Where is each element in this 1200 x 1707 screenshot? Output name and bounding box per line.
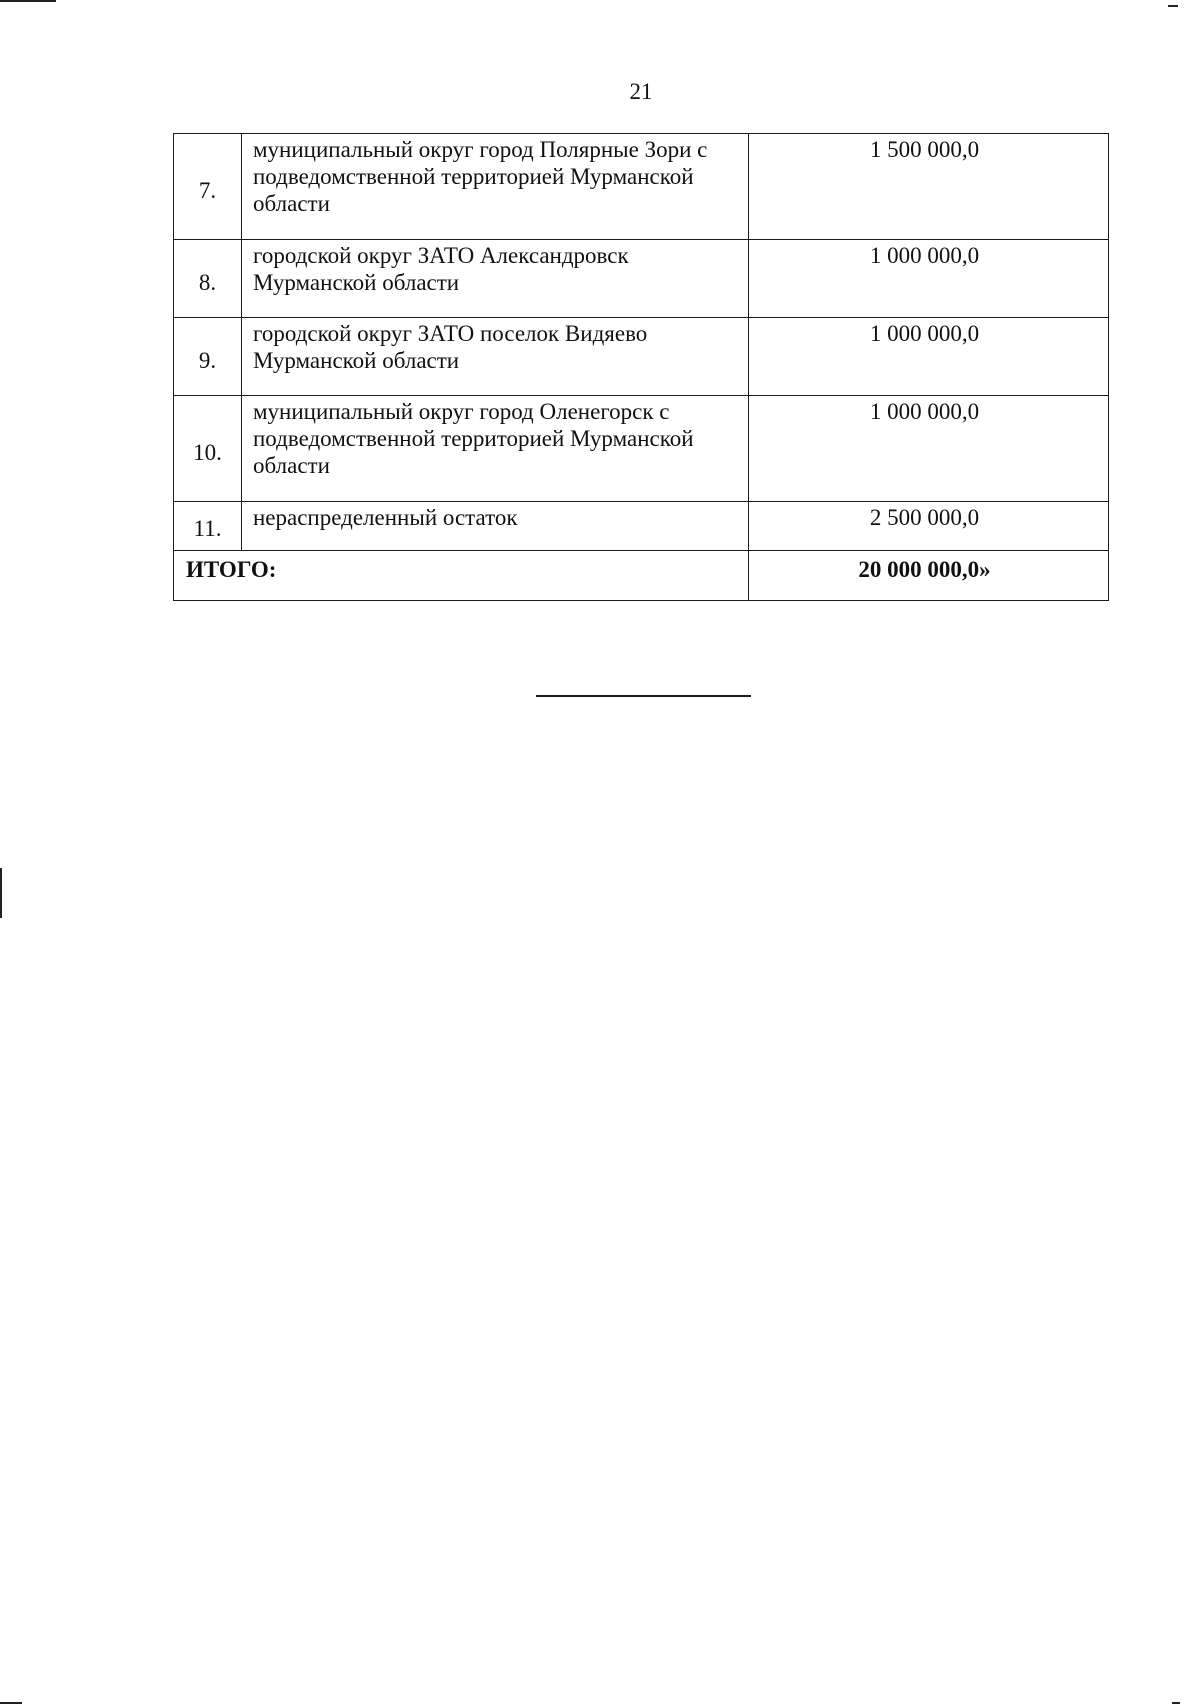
scan-artifact-bottom-left — [0, 1702, 22, 1704]
allocation-amount: 1 000 000,0 — [749, 240, 1109, 318]
table-row — [174, 396, 1109, 502]
municipality-name: городской округ ЗАТО Александровск Мурманской области — [242, 240, 749, 318]
scan-artifact-bottom-right — [1172, 1702, 1180, 1704]
page-number: 21 — [629, 79, 653, 104]
allocation-amount: 2 500 000,0 — [749, 502, 1109, 551]
row-number: 8. — [174, 240, 242, 318]
end-of-document-rule — [536, 695, 751, 697]
municipality-name: городской округ ЗАТО поселок Видяево Мурманской области — [242, 318, 749, 396]
table-row — [174, 134, 1109, 240]
total-amount: 20 000 000,0» — [749, 551, 1109, 601]
total-row — [174, 551, 1109, 601]
allocation-amount: 1 000 000,0 — [749, 318, 1109, 396]
table-row — [174, 240, 1109, 318]
municipality-name: муниципальный округ город Оленегорск с подведомственной территорией Мурманской области — [242, 396, 749, 502]
row-number: 7. — [174, 134, 242, 240]
allocation-amount: 1 500 000,0 — [749, 134, 1109, 240]
scan-artifact-top-right — [1168, 5, 1178, 7]
row-number: 10. — [174, 396, 242, 502]
table-row — [174, 502, 1109, 551]
municipality-name: нераспределенный остаток — [242, 502, 749, 551]
table-row — [174, 318, 1109, 396]
row-number: 9. — [174, 318, 242, 396]
total-label: ИТОГО: — [174, 551, 749, 601]
allocation-table — [173, 133, 1109, 601]
scan-artifact-top-left — [0, 0, 56, 2]
row-number: 11. — [174, 502, 242, 551]
scan-artifact-left-edge — [0, 868, 2, 918]
allocation-amount: 1 000 000,0 — [749, 396, 1109, 502]
municipality-name: муниципальный округ город Полярные Зори с подведомственной территорией Мурманской области — [242, 134, 749, 240]
